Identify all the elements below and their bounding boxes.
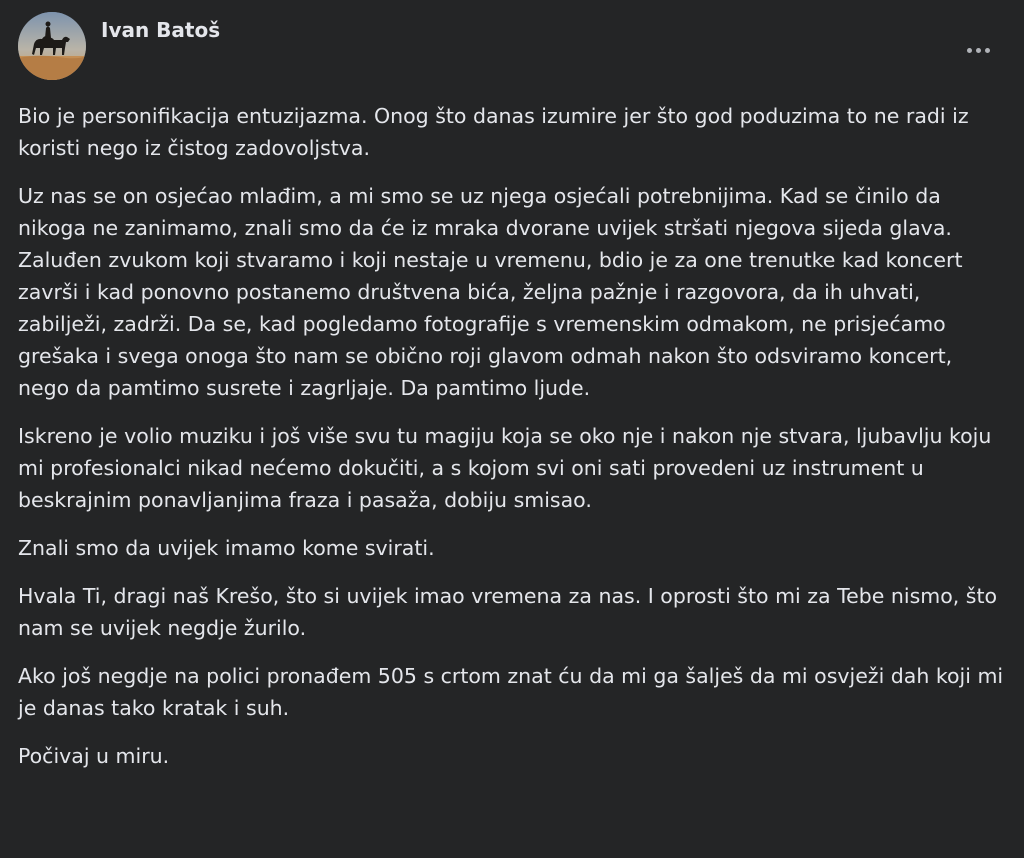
author-avatar[interactable]: [18, 12, 86, 80]
post-paragraph: Uz nas se on osjećao mlađim, a mi smo se uz njega osjećali potrebnijima. Kad se činilo da nikoga ne zanimamo, znali smo da će iz mraka dvorane uvijek stršati njegova sijeda glava. Zaluđen zvukom koji stvaramo i koji nestaje u vremenu, bdio je za one trenutke kad koncert završi i kad ponovno postanemo društvena bića, željna pažnje i razgovora, da ih uhvati, zabilježi, zadrži. Da se, kad pogledamo fotografije s vremenskim odmakom, ne prisjećamo grešaka i svega onoga što nam se obično roji glavom odmah nakon što odsviramo koncert, nego da pamtimo susrete i zagrljaje. Da pamtimo ljude.: [18, 184, 963, 400]
post-paragraph: Ako još negdje na polici pronađem 505 s crtom znat ću da mi ga šalješ da mi osvježi dah koji mi je danas tako kratak i suh.: [18, 664, 1004, 720]
dot: [985, 48, 990, 53]
author-name[interactable]: Ivan Batoš: [101, 18, 221, 42]
post-paragraph: Iskreno je volio muziku i još više svu tu magiju koja se oko nje i nakon nje stvara, ljubavlju koju mi profesionalci nikad nećemo dokučiti, a s kojom svi oni sati provedeni uz instrument u beskrajnim ponavljanjima fraza i pasaža, dobiju smisao.: [18, 424, 992, 512]
post-paragraph: Bio je personifikacija entuzijazma. Onog što danas izumire jer što god poduzima to ne radi iz koristi nego iz čistog zadovoljstva.: [18, 104, 969, 160]
post-paragraph: Počivaj u miru.: [18, 744, 170, 768]
avatar-desert-camel-photo: [18, 12, 86, 80]
post-paragraph: Hvala Ti, dragi naš Krešo, što si uvijek imao vremena za nas. I oprosti što mi za Tebe nismo, što nam se uvijek negdje žurilo.: [18, 584, 998, 640]
dot: [976, 48, 981, 53]
post-paragraph: Znali smo da uvijek imamo kome svirati.: [18, 536, 435, 560]
more-options-icon[interactable]: [962, 40, 994, 60]
post-header: [18, 12, 1008, 88]
dot: [967, 48, 972, 53]
post-body: [18, 100, 1008, 788]
